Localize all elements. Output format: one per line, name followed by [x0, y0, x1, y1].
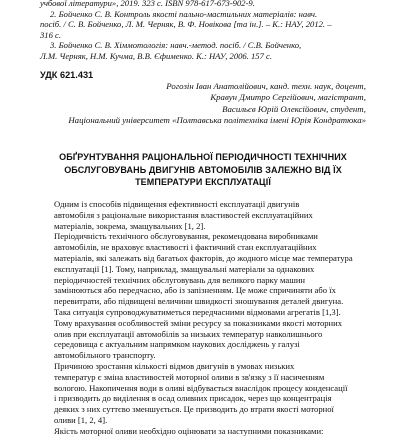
text-line: Така ситуація супроводжуватиметься передчасними відмовами агрегатів [1,3].: [54, 306, 341, 317]
paragraph-quality: [40, 426, 366, 437]
author-line: Рогозін Іван Анатолійович, канд. техн. наук, доцент,: [166, 81, 366, 91]
title-line: ОБСЛУГОВУВАНЬ ДВИГУНІВ АВТОМОБІЛІВ ЗАЛЕЖНО ВІД ЇХ: [64, 164, 342, 175]
title-line: ОБҐРУНТУВАННЯ РАЦІОНАЛЬНОЇ ПЕРІОДИЧНОСТІ ТЕХНІЧНИХ: [59, 152, 347, 162]
text-line: перевитрати, або підвищені величини швидкості зношування деталей двигуна.: [54, 296, 344, 307]
title-line: ТЕМПЕРАТУРИ ЕКСПЛУАТАЦІЇ: [135, 177, 271, 187]
text-line: середовища є актуальним напрямком наукових досліджень у галузі: [54, 339, 300, 350]
text-line: вологою. Накопичення води в оливі відбувається внаслідок процесу конденсації: [54, 382, 348, 393]
text-line: експлуатації [1]. Тому, наприклад, змащувальні матеріали за однакових: [54, 263, 315, 274]
text-line: Періодичність технічного обслуговування, рекомендована виробниками: [54, 231, 318, 242]
text-line: Тому врахування особливостей зміни ресурсу за показниками якості моторних: [54, 317, 343, 328]
reference-line: посіб. / С. В. Бойченко, Л. М. Черняк, В. Ф. Новікова [та ін.]. – К.: НАУ, 2012. –: [40, 19, 332, 30]
body-text: [40, 199, 366, 437]
paragraph-periodicity: [40, 231, 366, 361]
reference-list: [40, 0, 372, 62]
reference-line: Л.М. Черняк, Н.М. Кучма, В.В. Єфименко. К.: НАУ, 2006. 157 с.: [40, 50, 273, 61]
author-line: Кравун Дмитро Сергійович, магістрант,: [210, 92, 366, 103]
text-line: Одним із способів підвищення ефективності експлуатації двигунів: [54, 199, 300, 209]
udk-code: УДК 621.431: [40, 70, 94, 80]
text-line: температур є зміна властивостей моторної оливи в зв'язку з її насиченням: [54, 371, 325, 382]
text-line: автомобілів, не враховує властивості і фактичний стан експлуатаційних: [54, 242, 317, 253]
text-line: автомобіля з раціональне використання властивостей експлуатаційних: [54, 209, 313, 220]
reference-line: учбової літератури», 2019. 323 с. ISBN 978-617-673-902-9.: [40, 0, 255, 8]
text-line: замінюються або передчасно, або із запізненням. Це може спричиняти або їх: [54, 285, 336, 296]
author-line: Васильєв Юрій Олексійович, студент,: [222, 103, 366, 114]
text-line: Причиною зростання кількості відмов двигунів в умовах низьких: [54, 360, 295, 371]
author-block: [66, 81, 366, 126]
text-line: матеріалів, зокрема, змащувальних [1, 2].: [54, 220, 206, 231]
text-line: матеріалів, які залежать від багатьох факторів, до жодного місце має температура: [54, 252, 353, 263]
text-line: і призводить до виділення в осад оливних присадок, через що концентрація: [54, 393, 332, 404]
text-line: автомобільного транспорту.: [54, 350, 156, 361]
reference-line: 316 с.: [40, 29, 62, 40]
reference-line: 2. Бойченко С. В. Контроль якості пально-мастильних матеріалів: навч.: [50, 8, 318, 19]
paragraph-failures: [40, 361, 366, 426]
affiliation-line: Національний університет «Полтавська політехніка імені Юрія Кондратюка»: [68, 114, 366, 125]
paragraph-intro: [40, 199, 366, 231]
paper-title: [40, 151, 366, 189]
reference-line: 3. Бойченко С. В. Хіммотологія: навч.-метод. посіб. / С.В. Бойченко,: [50, 40, 302, 51]
text-line: деяких з них суттєво зменшується. Це призводить до втрати якості моторної: [54, 404, 334, 415]
text-line: Якість моторної оливи необхідно оцінювати за наступними показниками:: [54, 425, 324, 436]
text-line: оливи [1, 2, 4].: [54, 414, 108, 425]
text-line: олив при експлуатації автомобілів за низьких температур навколишнього: [54, 328, 323, 339]
text-line: періодичностей технічних обслуговувань для великого парку машин: [54, 274, 306, 285]
